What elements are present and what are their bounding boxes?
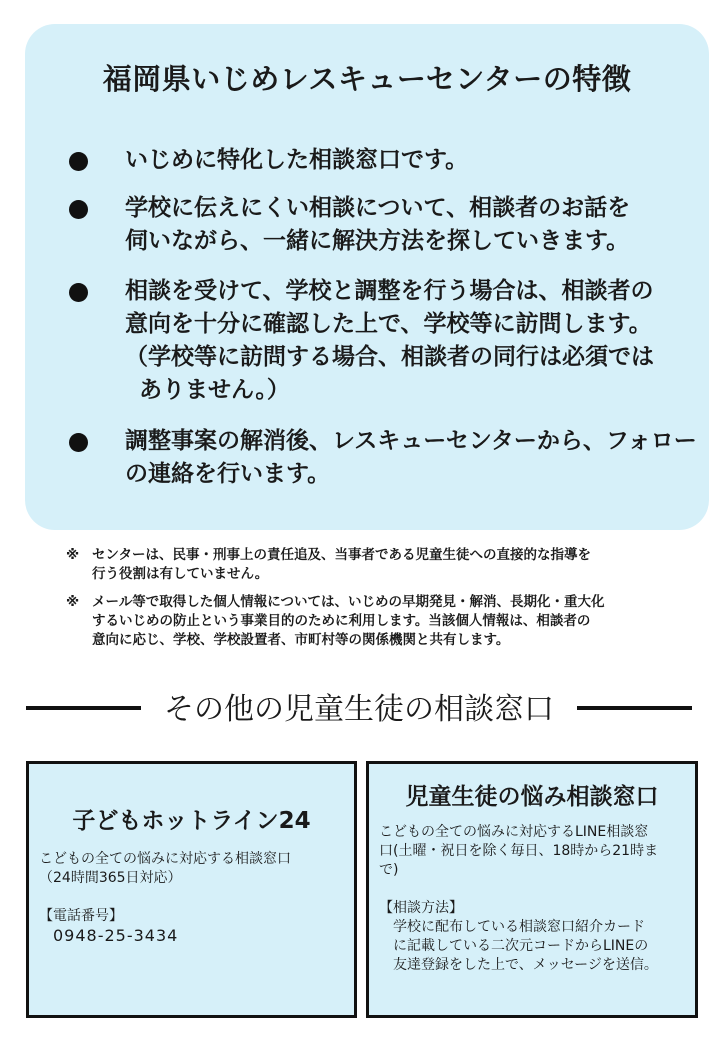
bullet-icon (69, 283, 88, 302)
note-item (66, 593, 686, 650)
section-heading-text: その他の児童生徒の相談窓口 (164, 692, 554, 727)
feature-line: 意向を十分に確認した上で、学校等に訪問します。 (125, 311, 652, 337)
feature-item (69, 192, 697, 258)
feature-line: の連絡を行います。 (125, 461, 331, 487)
phone-number: 0948-25-3434 (53, 926, 179, 945)
bullet-icon (69, 433, 88, 452)
heading-rule-left (26, 706, 141, 710)
hotline-desc-line: （24時間365日対応） (39, 870, 182, 886)
method-line: 学校に配布している相談窓口紹介カード (393, 919, 645, 935)
note-item (66, 546, 686, 584)
features-title: 福岡県いじめレスキューセンターの特徴 (102, 62, 632, 96)
feature-line: 調整事案の解消後、レスキューセンターから、フォロー (125, 428, 697, 454)
feature-line: 相談を受けて、学校と調整を行う場合は、相談者の (125, 278, 654, 304)
feature-item (69, 425, 697, 491)
note-mark: ※ (66, 594, 80, 610)
features-list (69, 144, 697, 491)
note-line: 意向に応じ、学校、学校設置者、市町村等の関係機関と共有します。 (92, 632, 510, 648)
phone-label: 【電話番号】 (39, 908, 123, 924)
feature-line: 学校に伝えにくい相談について、相談者のお話を (125, 195, 631, 221)
bullet-icon (69, 152, 88, 171)
feature-line: （学校等に訪問する場合、相談者の同行は必須では (125, 344, 654, 370)
feature-item (69, 275, 697, 407)
method-line: 友達登録をした上で、メッセージを送信。 (393, 957, 658, 973)
hotline-title: 子どもホットライン24 (72, 808, 311, 834)
note-line: メール等で取得した個人情報については、いじめの早期発見・解消、長期化・重大化 (92, 594, 605, 610)
features-panel (25, 24, 709, 530)
line-consult-desc-line: 口(土曜・祝日を除く毎日、18時から21時ま (379, 843, 659, 859)
line-consult-desc-line: で) (379, 862, 399, 878)
method-line: に記載している二次元コードからLINEの (393, 938, 649, 954)
feature-line: 伺いながら、一緒に解決方法を探していきます。 (125, 228, 630, 254)
feature-line: いじめに特化した相談窓口です。 (125, 147, 469, 173)
note-mark: ※ (66, 547, 80, 563)
heading-rule-right (577, 706, 692, 710)
method-label: 【相談方法】 (379, 900, 463, 916)
line-consult-body (379, 823, 689, 975)
line-consult-card (366, 761, 698, 1018)
other-consult-heading (26, 680, 692, 736)
line-consult-title: 児童生徒の悩み相談窓口 (405, 784, 659, 810)
feature-line: ありません。） (139, 377, 290, 403)
feature-item (69, 144, 697, 177)
notes (66, 546, 686, 659)
note-line: するいじめの防止という事業目的のために利用します。当該個人情報は、相談者の (92, 613, 591, 629)
note-line: 行う役割は有していません。 (92, 566, 269, 582)
hotline-desc-line: こどもの全ての悩みに対応する相談窓口 (39, 851, 291, 867)
hotline-body (39, 850, 348, 945)
line-consult-desc-line: こどもの全ての悩みに対応するLINE相談窓 (379, 824, 649, 840)
note-line: センターは、民事・刑事上の責任追及、当事者である児童生徒への直接的な指導を (92, 547, 591, 563)
hotline-card (26, 761, 357, 1018)
bullet-icon (69, 200, 88, 219)
